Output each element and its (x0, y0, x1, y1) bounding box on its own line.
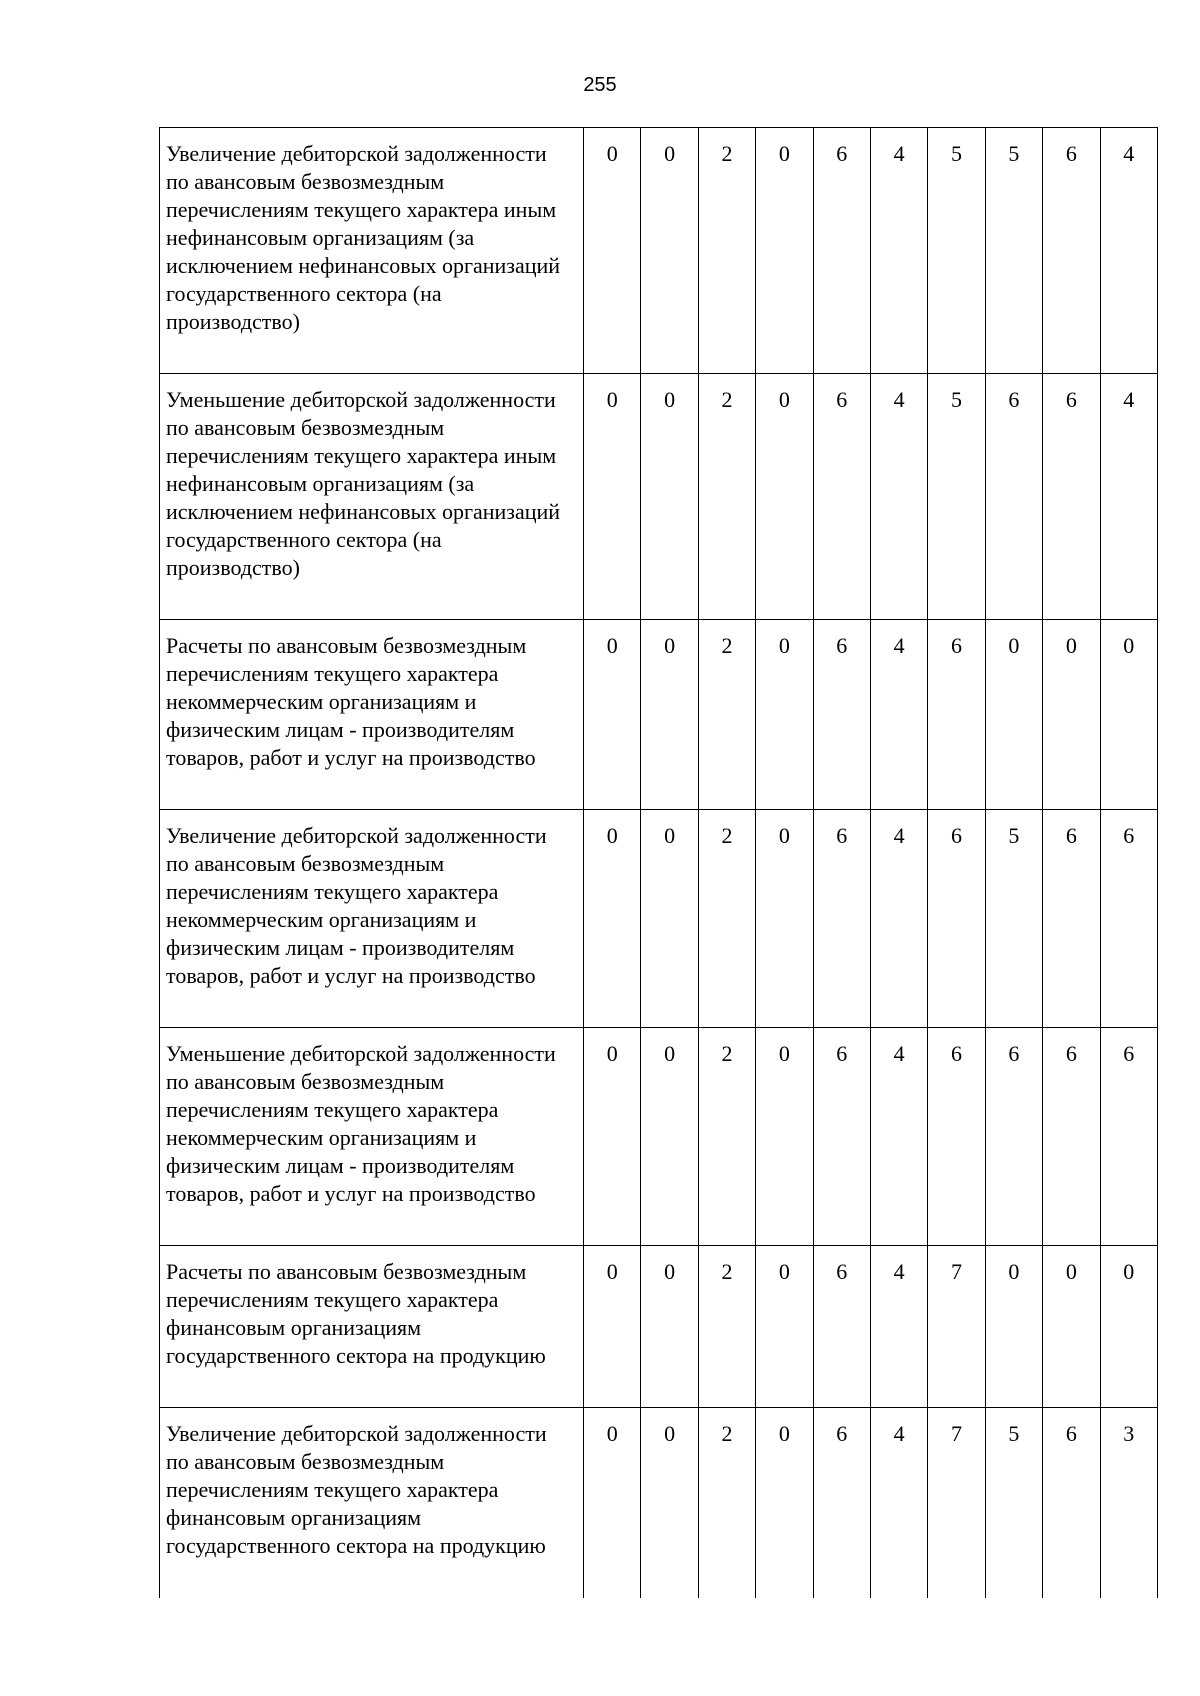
row-description: Расчеты по авансовым безвозмездным перечислениям текущего характера некоммерческим организациям и физическим лицам - производителям товаров, работ и услуг на производство (160, 620, 584, 810)
code-digit: 0 (756, 374, 813, 620)
code-digit: 2 (698, 1028, 755, 1246)
code-digit: 6 (813, 1408, 870, 1598)
code-digit: 0 (641, 128, 698, 374)
code-digit: 6 (1100, 810, 1157, 1028)
code-digit: 4 (870, 1246, 927, 1408)
code-digit: 0 (641, 374, 698, 620)
code-digit: 0 (1043, 620, 1100, 810)
code-digit: 4 (870, 128, 927, 374)
code-digit: 0 (756, 1028, 813, 1246)
code-digit: 0 (584, 128, 641, 374)
table-row (160, 128, 1158, 374)
table-row (160, 374, 1158, 620)
code-digit: 2 (698, 128, 755, 374)
code-digit: 6 (928, 810, 985, 1028)
code-digit: 0 (641, 1028, 698, 1246)
code-digit: 0 (1100, 620, 1157, 810)
code-digit: 5 (928, 128, 985, 374)
code-digit: 6 (985, 374, 1042, 620)
code-digit: 7 (928, 1246, 985, 1408)
table-row (160, 1246, 1158, 1408)
code-digit: 4 (870, 620, 927, 810)
codes-table (159, 127, 1158, 1598)
code-digit: 5 (985, 810, 1042, 1028)
code-digit: 0 (756, 620, 813, 810)
code-digit: 2 (698, 1408, 755, 1598)
code-digit: 6 (813, 128, 870, 374)
code-digit: 0 (985, 1246, 1042, 1408)
code-digit: 0 (641, 620, 698, 810)
code-digit: 0 (756, 128, 813, 374)
code-digit: 0 (756, 1408, 813, 1598)
page-number: 255 (583, 74, 617, 96)
code-digit: 6 (813, 1246, 870, 1408)
code-digit: 0 (584, 1028, 641, 1246)
code-digit: 4 (1100, 128, 1157, 374)
code-digit: 0 (641, 1408, 698, 1598)
code-digit: 0 (756, 1246, 813, 1408)
row-description: Увеличение дебиторской задолженности по авансовым безвозмездным перечислениям текущего характера финансовым организациям государственного сектора на продукцию (160, 1408, 584, 1598)
code-digit: 6 (1043, 1028, 1100, 1246)
row-description: Расчеты по авансовым безвозмездным перечислениям текущего характера финансовым организациям государственного сектора на продукцию (160, 1246, 584, 1408)
table-row (160, 1028, 1158, 1246)
row-description: Увеличение дебиторской задолженности по авансовым безвозмездным перечислениям текущего характера некоммерческим организациям и физическим лицам - производителям товаров, работ и услуг на производство (160, 810, 584, 1028)
table-row (160, 810, 1158, 1028)
code-digit: 0 (584, 374, 641, 620)
code-digit: 5 (985, 128, 1042, 374)
code-digit: 0 (584, 1246, 641, 1408)
code-digit: 6 (1043, 810, 1100, 1028)
code-digit: 6 (1043, 128, 1100, 374)
code-digit: 2 (698, 620, 755, 810)
code-digit: 0 (985, 620, 1042, 810)
code-digit: 6 (928, 620, 985, 810)
row-description: Уменьшение дебиторской задолженности по авансовым безвозмездным перечислениям текущего характера иным нефинансовым организациям (за исключением нефинансовых организаций государственного сектора (на производство) (160, 374, 584, 620)
code-digit: 6 (1043, 374, 1100, 620)
row-description: Увеличение дебиторской задолженности по авансовым безвозмездным перечислениям текущего характера иным нефинансовым организациям (за исключением нефинансовых организаций государственного сектора (на производство) (160, 128, 584, 374)
code-digit: 0 (1100, 1246, 1157, 1408)
codes-table-body (160, 128, 1158, 1598)
row-description: Уменьшение дебиторской задолженности по авансовым безвозмездным перечислениям текущего характера некоммерческим организациям и физическим лицам - производителям товаров, работ и услуг на производство (160, 1028, 584, 1246)
table-row (160, 1408, 1158, 1598)
code-digit: 6 (813, 374, 870, 620)
code-digit: 0 (584, 620, 641, 810)
code-digit: 6 (1100, 1028, 1157, 1246)
code-digit: 6 (813, 810, 870, 1028)
code-digit: 2 (698, 1246, 755, 1408)
code-digit: 0 (756, 810, 813, 1028)
code-digit: 0 (641, 810, 698, 1028)
codes-table-wrapper (159, 127, 1157, 1598)
code-digit: 0 (1043, 1246, 1100, 1408)
code-digit: 0 (584, 810, 641, 1028)
code-digit: 4 (870, 1028, 927, 1246)
code-digit: 3 (1100, 1408, 1157, 1598)
table-row (160, 620, 1158, 810)
code-digit: 6 (985, 1028, 1042, 1246)
code-digit: 2 (698, 374, 755, 620)
code-digit: 7 (928, 1408, 985, 1598)
code-digit: 4 (870, 1408, 927, 1598)
code-digit: 2 (698, 810, 755, 1028)
code-digit: 4 (870, 374, 927, 620)
code-digit: 5 (928, 374, 985, 620)
code-digit: 6 (813, 1028, 870, 1246)
code-digit: 5 (985, 1408, 1042, 1598)
code-digit: 4 (1100, 374, 1157, 620)
code-digit: 0 (584, 1408, 641, 1598)
code-digit: 6 (1043, 1408, 1100, 1598)
code-digit: 4 (870, 810, 927, 1028)
code-digit: 6 (813, 620, 870, 810)
code-digit: 0 (641, 1246, 698, 1408)
code-digit: 6 (928, 1028, 985, 1246)
